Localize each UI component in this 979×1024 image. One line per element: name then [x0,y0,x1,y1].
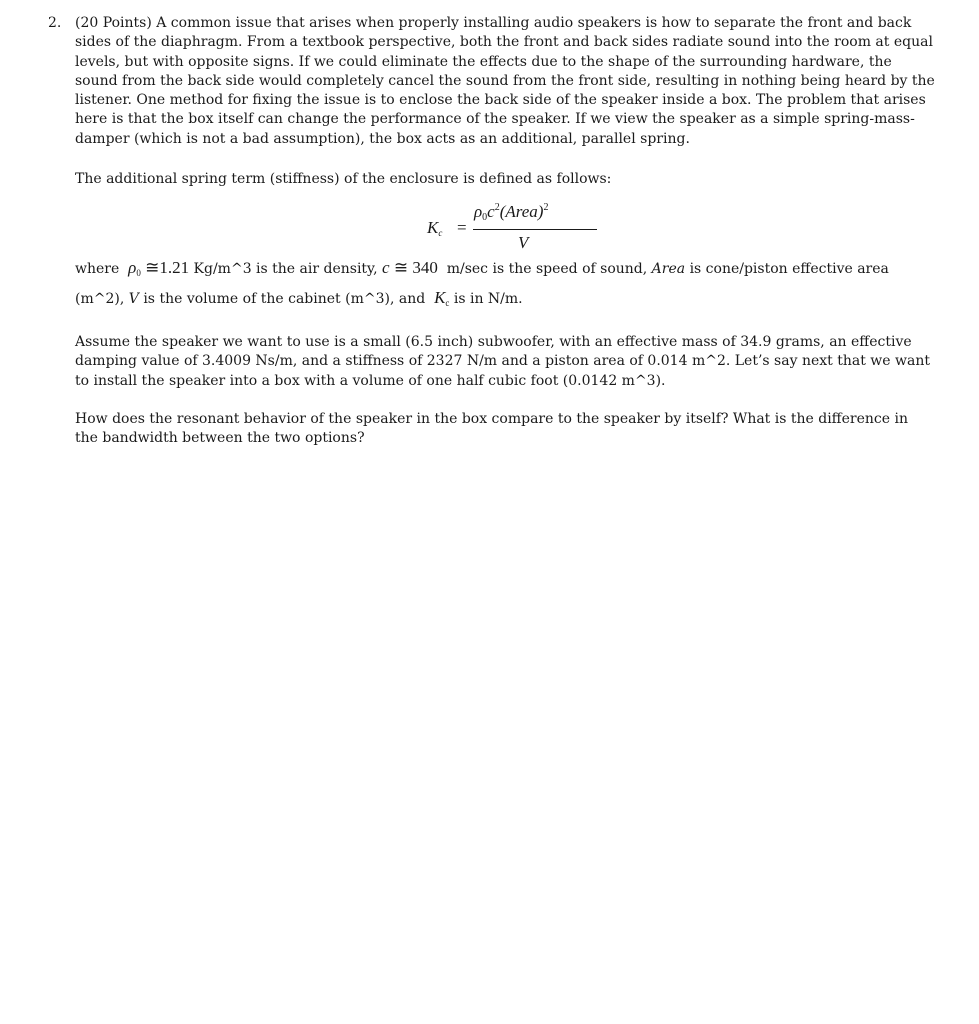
rho-symbol: $\rho_0$ ≅1.21 [128,258,190,278]
formula-denominator: V [518,233,529,252]
task-text: How does the resonant behavior of the speaker in the box compare to the speaker by itself? What is the difference in the bandwidth between the two options? [75,411,908,447]
intro-text: A common issue that arises when properly installing audio speakers is how to separate the front and back sides of the diaphragm. From a textbook perspective, both the front and back sides radiate sound into the room at equal levels, but with opposite signs. If we could eliminate the effects due to the shape of the surrounding hardware, the sound from the back side would completely cancel the sound from the front side, resulting in nothing being heard by the listener. One method for fixing the issue is to enclose the back side of the speaker inside a box. The problem that arises here is that the box itself can change the performance of the speaker. If we view the speaker as a simple spring-mass-damper (which is not a bad assumption), the box acts as an additional, parallel spring. [75,15,935,147]
formula-numerator: $\rho_0c^2(Area)^2$ [474,202,549,223]
assumption-paragraph [75,333,935,391]
where-line-1: where $\rho_0$ ≅1.21 Kg/m^3 is the air density, c ≅ 340 m/sec is the speed of sound, Area is cone/piston effective area [75,258,889,278]
spring-intro-text: The additional spring term (stiffness) of the enclosure is defined as follows: [75,171,612,187]
formula-equals: = [457,218,467,237]
task-paragraph [75,410,935,449]
points-label: (20 Points) [75,15,152,31]
fraction-bar [473,229,597,230]
where-line-2: (m^2), V is the volume of the cabinet (m^3), and $K_c$ is in N/m. [75,288,523,308]
formula-lhs: $K_c$ [427,218,443,238]
intro-paragraph [75,14,935,149]
spring-intro-paragraph [75,170,935,189]
c-symbol: c ≅ 340 [382,258,438,277]
stiffness-formula [420,202,620,258]
k-symbol: $K_c$ [434,288,450,308]
assumption-text: Assume the speaker we want to use is a small (6.5 inch) subwoofer, with an effective mass of 34.9 grams, an effective damping value of 3.4009 Ns/m, and a stiffness of 2327 N/m and a piston area of 0.014 m^2. Let’s say next that we want to install the speaker into a box with a volume of one half cubic foot (0.0142 m^3). [75,334,930,389]
question-number: 2. [48,15,62,31]
